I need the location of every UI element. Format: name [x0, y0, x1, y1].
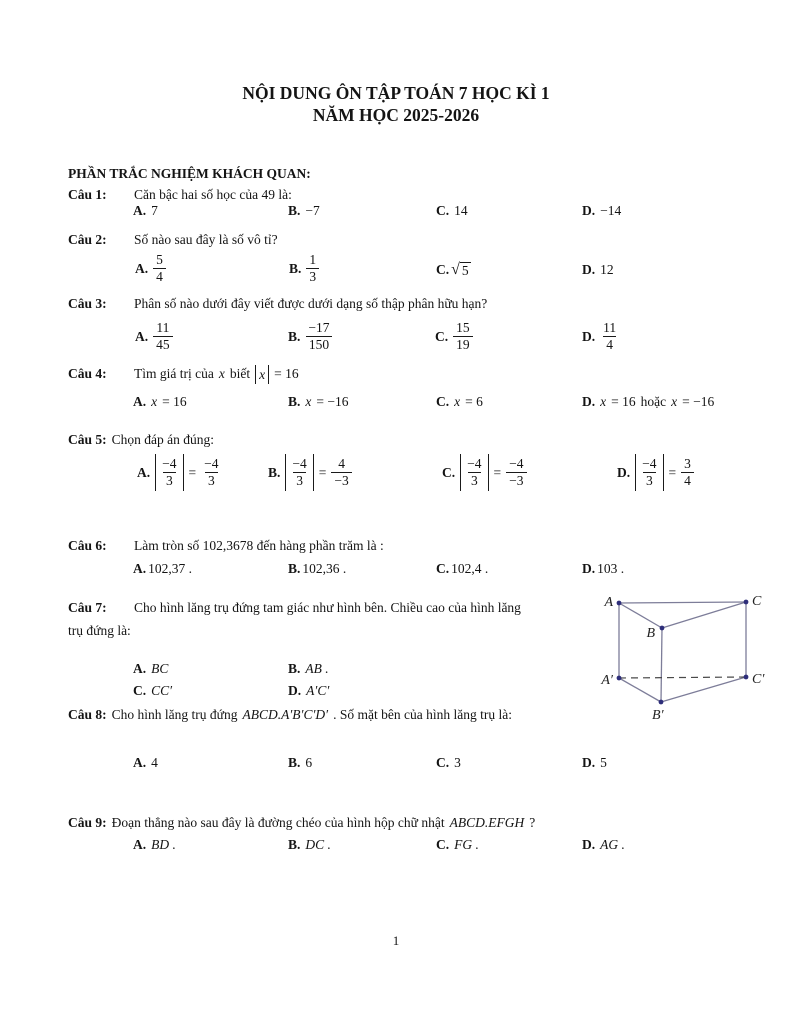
- equals-sign: =: [188, 464, 197, 480]
- q4-option-d: [582, 394, 714, 410]
- absolute-value: [285, 454, 313, 491]
- q4-option-b: [288, 394, 349, 410]
- section-heading: PHẦN TRẮC NGHIỆM KHÁCH QUAN:: [68, 166, 311, 181]
- question-9-pre: Đoạn thẳng nào sau đây là đường chéo của hình hộp chữ nhật: [111, 815, 445, 830]
- q3-option-d: [582, 320, 619, 353]
- numerator: 11: [603, 320, 617, 335]
- radical-sign: √: [451, 261, 460, 278]
- option-letter: D.: [582, 755, 596, 770]
- numerator: −17: [308, 320, 330, 335]
- q4-text-pre: Tìm giá trị của: [134, 366, 214, 381]
- q7-option-c: [133, 683, 172, 699]
- denominator: 4: [681, 472, 694, 489]
- question-3: [0, 296, 792, 314]
- label-C-prime: C′: [752, 672, 765, 687]
- denominator: −3: [506, 472, 526, 489]
- option-letter: A.: [135, 260, 149, 276]
- math-var: x: [305, 394, 312, 409]
- option-letter: B.: [288, 837, 301, 852]
- option-letter: C.: [436, 394, 450, 409]
- option-value: −7: [305, 203, 320, 218]
- option-value: = −16: [682, 394, 715, 409]
- option-letter: D.: [288, 683, 302, 698]
- q5-option-a: [137, 454, 222, 491]
- option-value: 14: [454, 203, 468, 218]
- absolute-value: [460, 454, 488, 491]
- denominator: −3: [331, 472, 351, 489]
- doc-title-line2: NĂM HỌC 2025-2026: [312, 105, 480, 125]
- q9-option-c: [436, 837, 479, 853]
- option-letter: C.: [436, 203, 450, 218]
- numerator: 4: [338, 456, 345, 471]
- option-letter: C.: [435, 328, 449, 344]
- q6-option-b: [288, 561, 346, 577]
- vertex-A-prime: [617, 676, 622, 681]
- denominator: 3: [293, 472, 306, 489]
- option-value: 6: [305, 755, 313, 770]
- fraction: [153, 320, 173, 353]
- denominator: 150: [306, 336, 332, 353]
- q7-option-a: [133, 661, 168, 677]
- option-value: FG .: [454, 837, 479, 852]
- option-letter: A.: [133, 661, 147, 676]
- q4-text-mid: biết: [229, 366, 251, 381]
- q1-option-b: [288, 203, 320, 219]
- q4-option-a: [133, 394, 187, 410]
- option-letter: A.: [133, 837, 147, 852]
- option-letter: C.: [436, 262, 450, 277]
- option-value: AB .: [305, 661, 329, 676]
- question-8-label: Câu 8:: [68, 707, 107, 722]
- question-3-text: Phân số nào dưới đây viết được dưới dạng số thập phân hữu hạn?: [134, 296, 488, 311]
- question-9-math: ABCD.EFGH: [449, 815, 525, 830]
- q9-option-a: [133, 837, 176, 853]
- option-value: 7: [151, 203, 158, 218]
- option-letter: A.: [133, 394, 147, 409]
- option-value: 102,37 .: [148, 561, 192, 576]
- option-letter: C.: [436, 755, 450, 770]
- question-2-text: Số nào sau đây là số vô tỉ?: [134, 232, 278, 247]
- fraction: [201, 456, 221, 489]
- numerator: 1: [309, 252, 317, 267]
- option-value: 4: [151, 755, 158, 770]
- label-C: C: [752, 594, 762, 609]
- equals-sign: =: [668, 464, 677, 480]
- fraction: [464, 456, 484, 489]
- page-number: 1: [392, 933, 400, 948]
- question-1-label: Câu 1:: [68, 187, 107, 202]
- option-value: A′C′: [306, 683, 330, 698]
- option-value: 103 .: [597, 561, 625, 576]
- question-8-pre: Cho hình lăng trụ đứng: [111, 707, 238, 722]
- question-8-post: . Số mặt bên của hình lăng trụ là:: [333, 707, 512, 722]
- option-letter: B.: [288, 203, 301, 218]
- option-letter: A.: [137, 464, 151, 480]
- absolute-value-x: x: [255, 365, 269, 384]
- conjunction: hoặc: [640, 394, 667, 409]
- numerator: −4: [204, 456, 219, 471]
- option-value: −14: [600, 203, 622, 218]
- q4-variable: x: [218, 366, 225, 381]
- q8-option-a: [133, 755, 158, 771]
- q3-option-b: [288, 320, 333, 353]
- denominator: 3: [643, 472, 656, 489]
- option-letter: B.: [268, 464, 281, 480]
- vertex-B: [660, 626, 665, 631]
- question-7-label: Câu 7:: [68, 600, 107, 615]
- q1-option-c: [436, 203, 468, 219]
- option-value: 102,36 .: [302, 561, 347, 576]
- fraction: [153, 252, 166, 285]
- option-value: BC: [151, 661, 169, 676]
- equals-sign: =: [493, 464, 502, 480]
- option-letter: B.: [288, 755, 301, 770]
- option-value: = −16: [316, 394, 349, 409]
- question-9-post: ?: [529, 815, 536, 830]
- numerator: −4: [642, 456, 657, 471]
- question-9-label: Câu 9:: [68, 815, 107, 830]
- numerator: −4: [162, 456, 177, 471]
- denominator: 4: [153, 268, 166, 285]
- numerator: 15: [456, 320, 470, 335]
- numerator: 11: [156, 320, 170, 335]
- fraction: [289, 456, 309, 489]
- option-value: = 6: [465, 394, 483, 409]
- label-A-prime: A′: [601, 673, 613, 688]
- option-value: BD .: [151, 837, 176, 852]
- q4-option-c: [436, 394, 483, 410]
- q8-option-b: [288, 755, 312, 771]
- option-letter: C.: [442, 464, 456, 480]
- math-var: x: [671, 394, 678, 409]
- q2-option-d: [582, 262, 614, 278]
- radicand: 5: [461, 263, 469, 278]
- question-5-label: Câu 5:: [68, 432, 107, 447]
- fraction: [600, 320, 619, 353]
- question-1-text: Căn bậc hai số học của 49 là:: [134, 187, 292, 202]
- option-value: 5: [600, 755, 607, 770]
- sqrt-expression: [451, 262, 471, 278]
- question-3-label: Câu 3:: [68, 296, 107, 311]
- q4-equals-rhs: = 16: [274, 366, 299, 381]
- option-letter: C.: [436, 837, 450, 852]
- option-value: 12: [600, 262, 614, 277]
- doc-title-line1: NỘI DUNG ÔN TẬP TOÁN 7 HỌC KÌ 1: [242, 83, 550, 103]
- absolute-value: [635, 454, 663, 491]
- question-5-text: Chọn đáp án đúng:: [111, 432, 215, 447]
- numerator: −4: [509, 456, 524, 471]
- numerator: 3: [684, 456, 691, 471]
- question-7-text-line1: Cho hình lăng trụ đứng tam giác như hình bên. Chiều cao của hình lăng: [134, 600, 521, 615]
- denominator: 4: [603, 336, 616, 353]
- question-9: [68, 815, 535, 831]
- option-letter: B.: [288, 394, 301, 409]
- option-letter: A.: [133, 203, 147, 218]
- label-B-prime: B′: [652, 708, 664, 723]
- question-1: [0, 187, 792, 205]
- absolute-value: [155, 454, 183, 491]
- option-letter: D.: [582, 837, 596, 852]
- math-var: x: [600, 394, 607, 409]
- vertex-C: [744, 600, 749, 605]
- label-B: B: [646, 626, 655, 641]
- question-7-text-line2: trụ đứng là:: [68, 623, 131, 638]
- option-letter: A.: [133, 561, 147, 576]
- vertex-C-prime: [744, 675, 749, 680]
- option-letter: D.: [582, 561, 596, 576]
- option-letter: C.: [133, 683, 147, 698]
- question-4-text: [134, 363, 299, 385]
- numerator: −4: [467, 456, 482, 471]
- q2-option-b: [289, 252, 319, 285]
- q6-option-a: [133, 561, 192, 577]
- q9-option-d: [582, 837, 625, 853]
- option-letter: B.: [289, 260, 302, 276]
- q6-option-c: [436, 561, 488, 577]
- question-8: [68, 707, 512, 723]
- question-2: [0, 232, 792, 250]
- option-value: AG .: [600, 837, 625, 852]
- q9-option-b: [288, 837, 331, 853]
- question-6-label: Câu 6:: [68, 538, 107, 553]
- q5-option-c: [442, 454, 527, 491]
- option-letter: B.: [288, 661, 301, 676]
- fraction: [331, 456, 351, 489]
- q1-option-d: [582, 203, 621, 219]
- q2-option-a: [135, 252, 166, 285]
- q8-option-d: [582, 755, 607, 771]
- option-value: CC′: [151, 683, 173, 698]
- option-letter: A.: [135, 328, 149, 344]
- q3-option-a: [135, 320, 173, 353]
- math-var: x: [454, 394, 461, 409]
- option-value: = 16: [611, 394, 636, 409]
- numerator: 5: [156, 252, 163, 267]
- q5-option-b: [268, 454, 352, 491]
- fraction: [453, 320, 473, 353]
- triangular-prism-figure: [591, 584, 792, 726]
- vertex-A: [617, 601, 622, 606]
- label-A: A: [604, 595, 613, 610]
- question-8-math: ABCD.A′B′C′D′: [242, 707, 329, 722]
- question-6: [0, 538, 792, 556]
- option-letter: D.: [582, 203, 596, 218]
- math-var: x: [151, 394, 158, 409]
- fraction: [305, 320, 332, 353]
- q8-option-c: [436, 755, 461, 771]
- q5-option-d: [617, 454, 694, 491]
- option-value: 102,4 .: [451, 561, 489, 576]
- question-6-text: Làm tròn số 102,3678 đến hàng phần trăm là :: [134, 538, 384, 553]
- vertex-B-prime: [659, 700, 664, 705]
- denominator: 3: [205, 472, 218, 489]
- option-letter: B.: [288, 561, 301, 576]
- fraction: [306, 252, 319, 285]
- option-value: 3: [454, 755, 461, 770]
- option-letter: D.: [582, 262, 596, 277]
- denominator: 3: [163, 472, 176, 489]
- fraction: [639, 456, 659, 489]
- q1-option-a: [133, 203, 158, 219]
- question-4-label: Câu 4:: [68, 366, 107, 381]
- option-value: DC .: [305, 837, 331, 852]
- denominator: 19: [453, 336, 473, 353]
- fraction: [506, 456, 526, 489]
- denominator: 45: [153, 336, 173, 353]
- q3-option-c: [435, 320, 473, 353]
- denominator: 3: [306, 268, 319, 285]
- option-letter: B.: [288, 328, 301, 344]
- question-2-label: Câu 2:: [68, 232, 107, 247]
- question-5: [68, 432, 214, 448]
- option-letter: C.: [436, 561, 450, 576]
- q7-option-d: [288, 683, 329, 699]
- q6-option-d: [582, 561, 624, 577]
- denominator: 3: [468, 472, 481, 489]
- option-letter: D.: [617, 464, 631, 480]
- fraction: [159, 456, 179, 489]
- q2-option-c: [436, 262, 471, 278]
- option-letter: D.: [582, 328, 596, 344]
- equals-sign: =: [318, 464, 327, 480]
- fraction: [681, 456, 694, 489]
- q7-option-b: [288, 661, 329, 677]
- option-letter: A.: [133, 755, 147, 770]
- option-letter: D.: [582, 394, 596, 409]
- option-value: = 16: [162, 394, 187, 409]
- numerator: −4: [292, 456, 307, 471]
